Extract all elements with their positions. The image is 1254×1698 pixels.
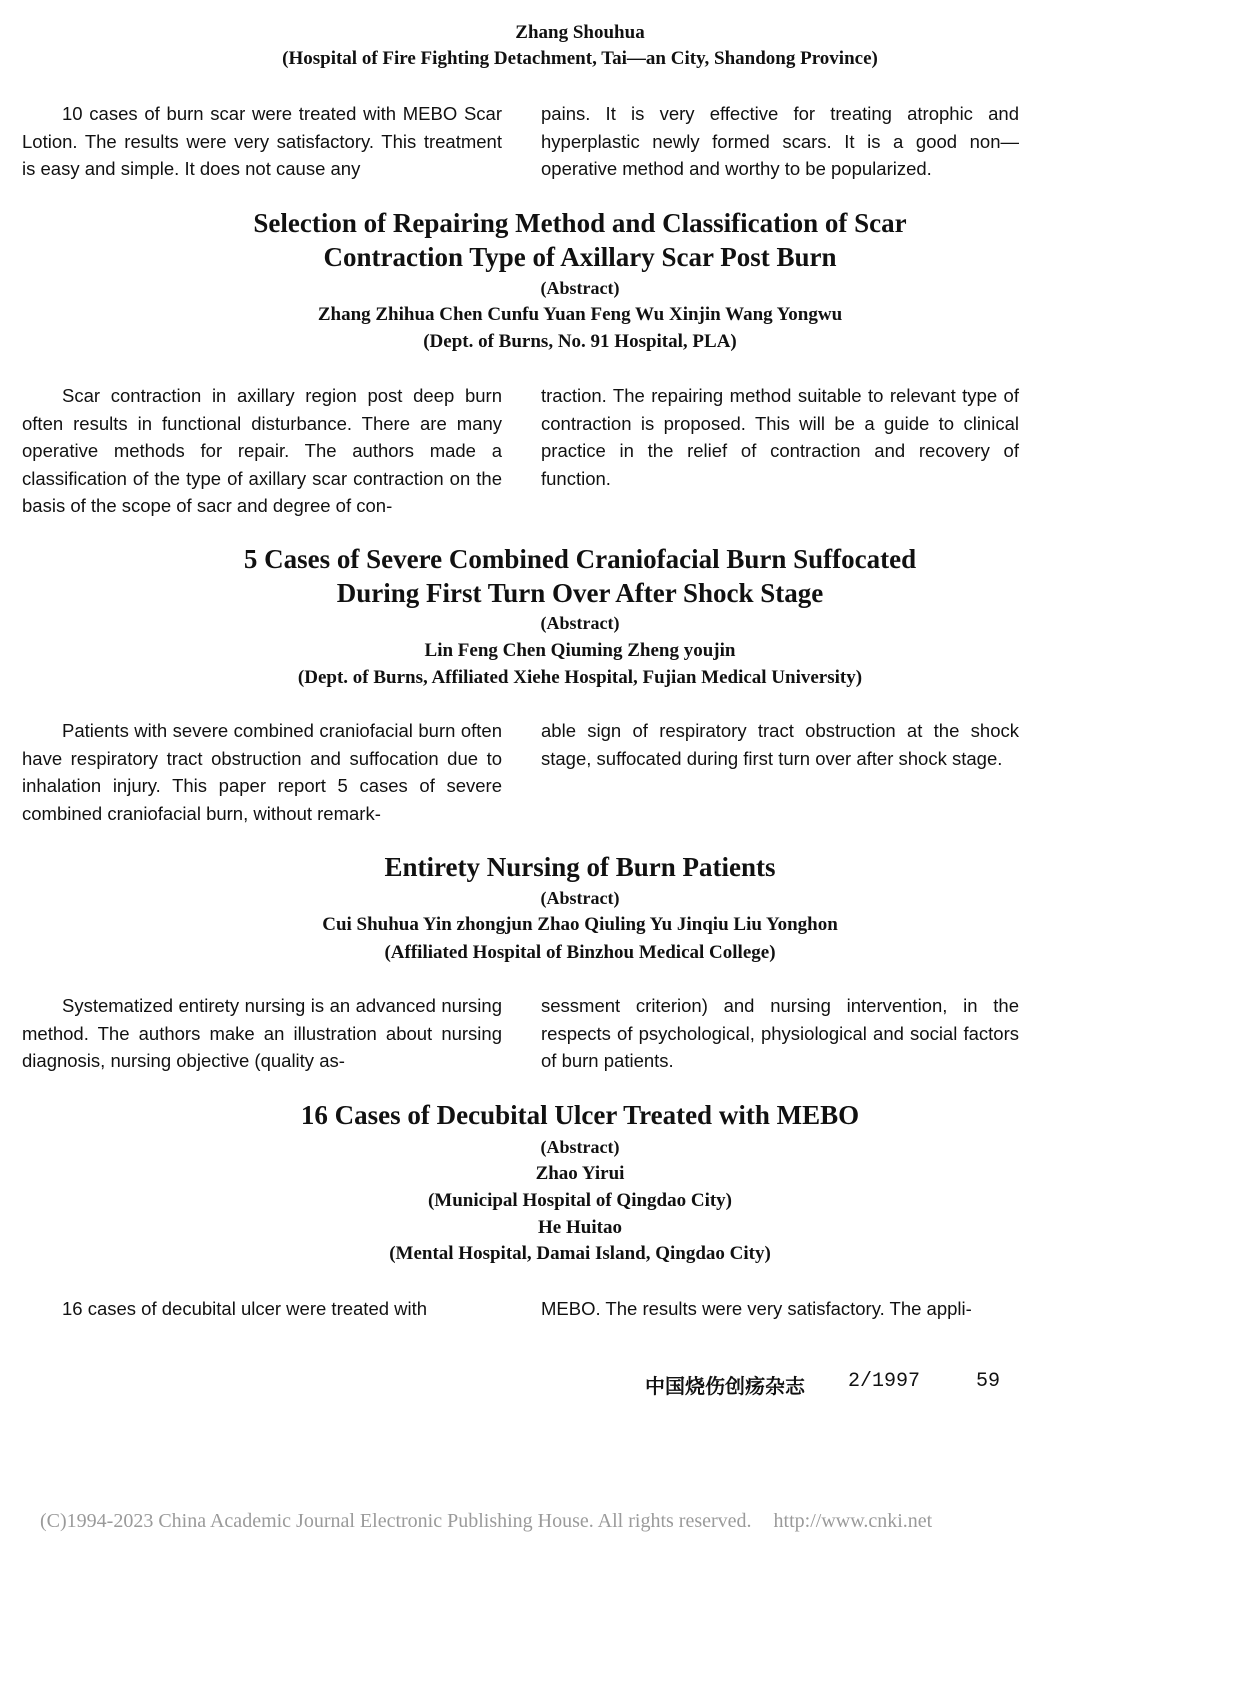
- article1-right-text: traction. The repairing method suitable to relevant type of contraction is proposed. This will be a guide to clinical practice in the relief of contraction and recovery of function.: [541, 385, 1019, 489]
- article3-left-column: [22, 992, 502, 1075]
- article2-left-text: Patients with severe combined craniofacial burn often have respiratory tract obstruction and suffocation due to inhalation injury. This paper report 5 cases of severe combined craniofacial burn, without remark-: [22, 720, 502, 824]
- article2-left-column: [22, 717, 502, 827]
- cnki-link[interactable]: http://www.cnki.net: [773, 1510, 933, 1532]
- article3-left-text: Systematized entirety nursing is an advanced nursing method. The authors make an illustration about nursing diagnosis, nursing objective (quality as-: [22, 995, 502, 1071]
- prev-right-text: pains. It is very effective for treating atrophic and hyperplastic newly formed scars. It is a good non—operative method and worthy to be popularized.: [541, 103, 1019, 179]
- article2-right-column: [541, 717, 1019, 772]
- article1-title-line1: Selection of Repairing Method and Classification of Scar: [253, 208, 907, 238]
- article2-affiliation: (Dept. of Burns, Affiliated Xiehe Hospital, Fujian Medical University): [297, 667, 863, 688]
- prev-affiliation: (Hospital of Fire Fighting Detachment, Tai—an City, Shandong Province): [282, 48, 878, 69]
- article2-abstract-label: (Abstract): [540, 613, 620, 633]
- copyright-text: (C)1994-2023 China Academic Journal Electronic Publishing House. All rights reserved.: [40, 1510, 752, 1532]
- article1-abstract-label: (Abstract): [540, 278, 620, 298]
- article3-right-column: [541, 992, 1019, 1075]
- article4-left-column: [22, 1295, 502, 1323]
- article2-title-line1: 5 Cases of Severe Combined Craniofacial Burn Suffocated: [243, 544, 917, 574]
- article4-right-column: [541, 1295, 1019, 1323]
- article1-authors: Zhang Zhihua Chen Cunfu Yuan Feng Wu Xinjin Wang Yongwu: [317, 304, 843, 325]
- prev-left-column: [22, 100, 502, 183]
- article3-right-text: sessment criterion) and nursing intervention, in the respects of psychological, physiological and social factors of burn patients.: [541, 995, 1019, 1071]
- article3-authors: Cui Shuhua Yin zhongjun Zhao Qiuling Yu Jinqiu Liu Yonghon: [322, 914, 838, 935]
- article4-affiliation2: (Mental Hospital, Damai Island, Qingdao City): [389, 1243, 771, 1264]
- article2-title-line2: During First Turn Over After Shock Stage: [336, 578, 824, 608]
- copyright-notice: [40, 1510, 932, 1533]
- footer-journal-name: 中国烧伤创疡杂志: [645, 1374, 805, 1398]
- footer-issue: 2/1997: [848, 1370, 921, 1393]
- prev-right-column: [541, 100, 1019, 183]
- article3-abstract-label: (Abstract): [540, 888, 620, 908]
- article4-affiliation1: (Municipal Hospital of Qingdao City): [427, 1190, 733, 1211]
- article3-title: Entirety Nursing of Burn Patients: [384, 852, 776, 882]
- article2-authors: Lin Feng Chen Qiuming Zheng youjin: [424, 640, 736, 661]
- article4-left-text: 16 cases of decubital ulcer were treated with: [62, 1298, 428, 1319]
- article4-author2: He Huitao: [538, 1217, 622, 1238]
- article4-right-text: MEBO. The results were very satisfactory. The appli-: [541, 1298, 972, 1319]
- article1-right-column: [541, 382, 1019, 492]
- article1-title-line2: Contraction Type of Axillary Scar Post Burn: [323, 242, 837, 272]
- article4-author1: Zhao Yirui: [535, 1163, 625, 1184]
- article1-affiliation: (Dept. of Burns, No. 91 Hospital, PLA): [423, 331, 737, 352]
- article4-title: 16 Cases of Decubital Ulcer Treated with MEBO: [300, 1100, 860, 1130]
- article3-affiliation: (Affiliated Hospital of Binzhou Medical College): [384, 942, 776, 963]
- prev-author: Zhang Shouhua: [515, 22, 645, 43]
- page-number: 59: [976, 1370, 1001, 1393]
- article4-abstract-label: (Abstract): [540, 1137, 620, 1157]
- article1-left-text: Scar contraction in axillary region post deep burn often results in functional disturbance. There are many operative methods for repair. The authors made a classification of the type of axillary scar contraction on the basis of the scope of sacr and degree of con-: [22, 385, 502, 516]
- article1-left-column: [22, 382, 502, 520]
- article2-right-text: able sign of respiratory tract obstruction at the shock stage, suffocated during first turn over after shock stage.: [541, 720, 1019, 769]
- prev-left-text: 10 cases of burn scar were treated with MEBO Scar Lotion. The results were very satisfactory. This treatment is easy and simple. It does not cause any: [22, 103, 502, 179]
